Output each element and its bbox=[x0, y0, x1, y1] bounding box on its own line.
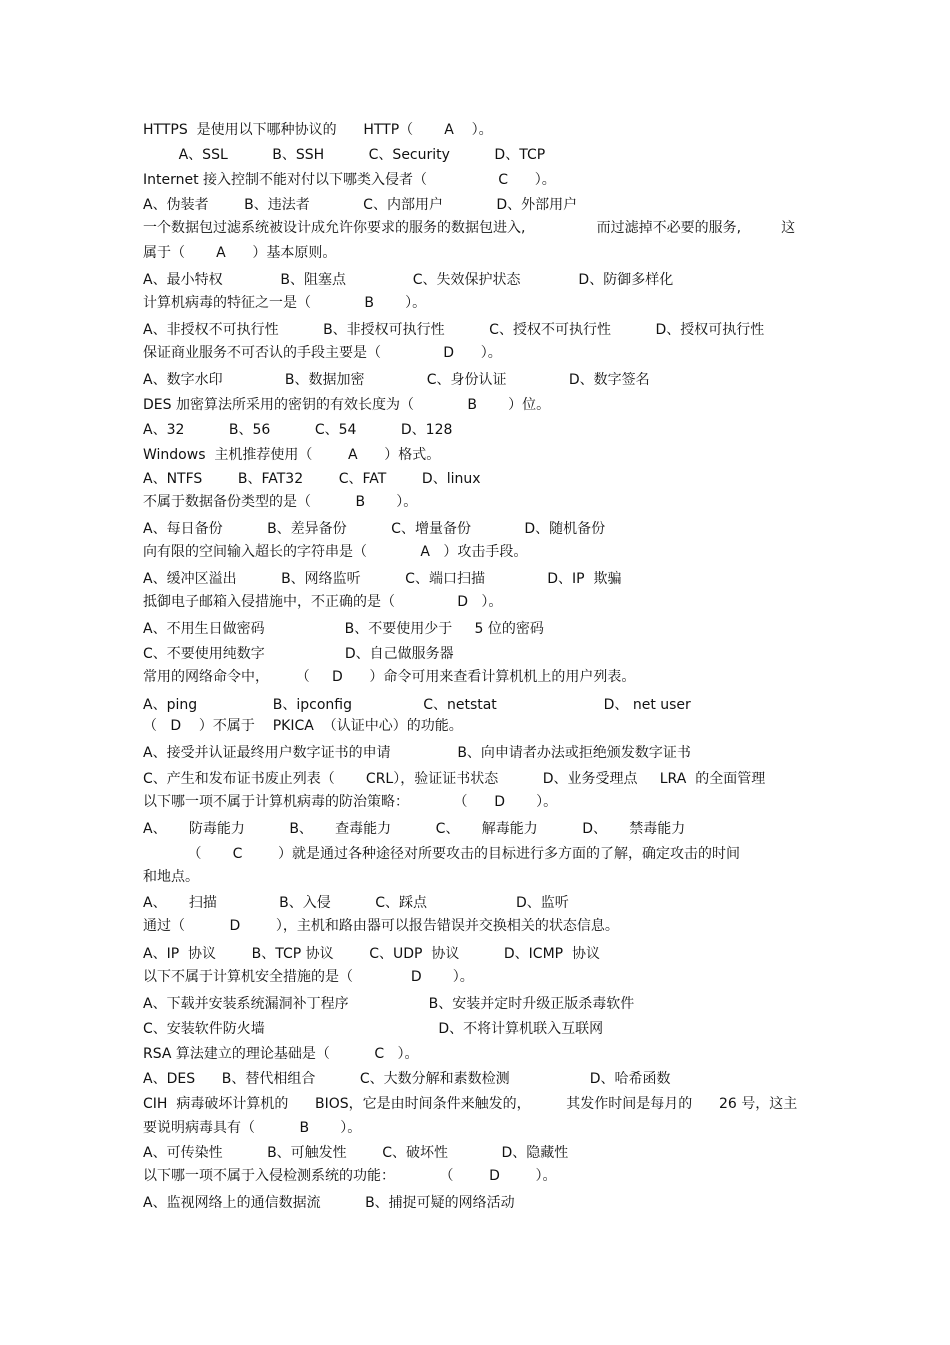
options-6: A、32 B、56 C、54 D、128 bbox=[143, 422, 453, 438]
question-3-line-1: 一个数据包过滤系统被设计成允许你要求的服务的数据包进入, 而过滤掉不必要的服务, 这 bbox=[143, 220, 796, 236]
question-14-line-1: （ C ）就是通过各种途径对所要攻击的目标进行多方面的了解，确定攻击的时间 bbox=[143, 846, 741, 862]
options-19: A、监视网络上的通信数据流 B、捕捉可疑的网络活动 bbox=[143, 1195, 515, 1211]
question-6: DES 加密算法所采用的密钥的有效长度为（ B ）位。 bbox=[143, 397, 551, 413]
question-10: 抵御电子邮箱入侵措施中，不正确的是（ D ）。 bbox=[143, 594, 503, 610]
question-9: 向有限的空间输入超长的字符串是（ A ）攻击手段。 bbox=[143, 544, 528, 560]
options-16-line-2: C、安装软件防火墙 D、不将计算机联入互联网 bbox=[143, 1021, 604, 1037]
options-3: A、最小特权 B、阻塞点 C、失效保护状态 D、防御多样化 bbox=[143, 272, 674, 288]
question-3-line-2: 属于（ A ）基本原则。 bbox=[143, 245, 337, 261]
question-18-line-1: CIH 病毒破坏计算机的 BIOS，它是由时间条件来触发的， 其发作时间是每月的 26 号，这主 bbox=[143, 1096, 798, 1112]
options-5: A、数字水印 B、数据加密 C、身份认证 D、数字签名 bbox=[143, 372, 650, 388]
options-12-line-1: A、接受并认证最终用户数字证书的申请 B、向申请者办法或拒绝颁发数字证书 bbox=[143, 745, 691, 761]
question-11: 常用的网络命令中， （ D ）命令可用来查看计算机机上的用户列表。 bbox=[143, 669, 636, 685]
question-15: 通过（ D ），主机和路由器可以报告错误并交换相关的状态信息。 bbox=[143, 918, 619, 934]
question-4: 计算机病毒的特征之一是（ B ）。 bbox=[143, 295, 427, 311]
question-1: HTTPS 是使用以下哪种协议的 HTTP（ A ）。 bbox=[143, 122, 493, 138]
options-12-line-2: C、产生和发布证书废止列表（ CRL），验证证书状态 D、业务受理点 LRA 的全面管理 bbox=[143, 771, 766, 787]
question-17: RSA 算法建立的理论基础是（ C ）。 bbox=[143, 1046, 419, 1062]
options-2: A、伪装者 B、违法者 C、内部用户 D、外部用户 bbox=[143, 197, 578, 213]
question-16: 以下不属于计算机安全措施的是（ D ）。 bbox=[143, 969, 474, 985]
options-18: A、可传染性 B、可触发性 C、破坏性 D、隐藏性 bbox=[143, 1145, 569, 1161]
question-13: 以下哪一项不属于计算机病毒的防治策略： （ D ）。 bbox=[143, 794, 558, 810]
question-5: 保证商业服务不可否认的手段主要是（ D ）。 bbox=[143, 345, 502, 361]
options-1: A、SSL B、SSH C、Security D、TCP bbox=[143, 147, 546, 163]
options-8: A、每日备份 B、差异备份 C、增量备份 D、随机备份 bbox=[143, 521, 606, 537]
options-14: A、 扫描 B、入侵 C、踩点 D、监听 bbox=[143, 895, 569, 911]
question-12: （ D ）不属于 PKICA （认证中心）的功能。 bbox=[143, 718, 463, 734]
options-17: A、DES B、替代相组合 C、大数分解和素数检测 D、哈希函数 bbox=[143, 1071, 671, 1087]
options-10-line-2: C、不要使用纯数字 D、自己做服务器 bbox=[143, 646, 454, 662]
options-7: A、NTFS B、FAT32 C、FAT D、linux bbox=[143, 471, 481, 487]
question-8: 不属于数据备份类型的是（ B ）。 bbox=[143, 494, 418, 510]
question-18-line-2: 要说明病毒具有（ B ）。 bbox=[143, 1120, 362, 1136]
options-16-line-1: A、下载并安装系统漏洞补丁程序 B、安装并定时升级正版杀毒软件 bbox=[143, 996, 635, 1012]
options-10-line-1: A、不用生日做密码 B、不要使用少于 5 位的密码 bbox=[143, 621, 544, 637]
options-15: A、IP 协议 B、TCP 协议 C、UDP 协议 D、ICMP 协议 bbox=[143, 946, 601, 962]
question-2: Internet 接入控制不能对付以下哪类入侵者（ C ）。 bbox=[143, 172, 556, 188]
question-19: 以下哪一项不属于入侵检测系统的功能： （ D ）。 bbox=[143, 1168, 557, 1184]
question-7: Windows 主机推荐使用（ A ）格式。 bbox=[143, 447, 441, 463]
question-14-line-2: 和地点。 bbox=[143, 869, 199, 885]
options-4: A、非授权不可执行性 B、非授权可执行性 C、授权不可执行性 D、授权可执行性 bbox=[143, 322, 765, 338]
options-11: A、ping B、ipconfig C、netstat D、 net user bbox=[143, 697, 691, 713]
options-13: A、 防毒能力 B、 查毒能力 C、 解毒能力 D、 禁毒能力 bbox=[143, 821, 686, 837]
options-9: A、缓冲区溢出 B、网络监听 C、端口扫描 D、IP 欺骗 bbox=[143, 571, 622, 587]
